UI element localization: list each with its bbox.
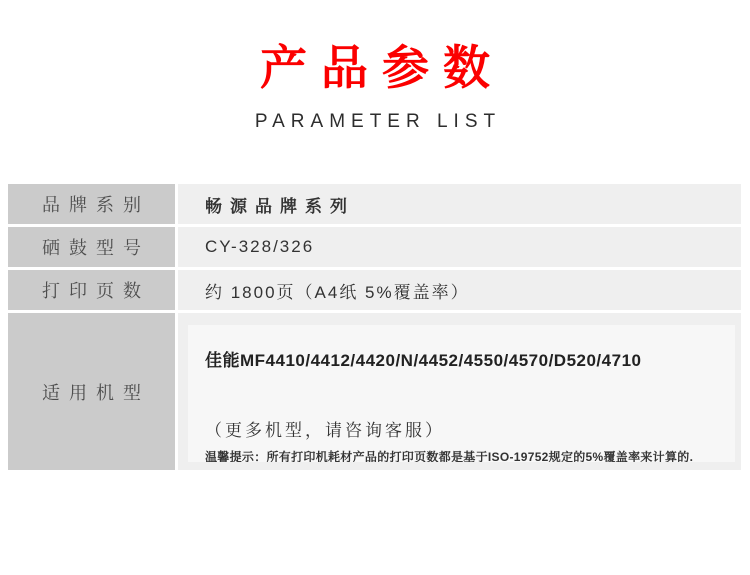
table-row-brand-series: [8, 184, 741, 224]
row-value-brand-series: 畅源品牌系列: [178, 184, 741, 224]
page-subtitle: PARAMETER LIST: [254, 110, 502, 132]
table-row-page-yield: [8, 270, 741, 310]
iso-coverage-note: 温馨提示：所有打印机耗材产品的打印页数都是基于ISO-19752规定的5%覆盖率来计算的.: [205, 450, 694, 462]
row-label-compatible-models: 适用机型: [8, 313, 175, 470]
row-value-cartridge-model: CY-328/326: [178, 227, 741, 267]
table-row-compatible-models: [8, 313, 741, 470]
table-row-cartridge-model: [8, 227, 741, 267]
compatible-models-panel: [188, 325, 735, 462]
row-label-page-yield: 打印页数: [8, 270, 175, 310]
parameter-table: [8, 184, 741, 470]
row-label-brand-series: 品牌系别: [8, 184, 175, 224]
compatible-models-list: 佳能MF4410/4412/4420/N/4452/4550/4570/D520/4710: [205, 351, 642, 370]
row-label-cartridge-model: 硒鼓型号: [8, 227, 175, 267]
more-models-hint: （更多机型，请咨询客服）: [205, 421, 445, 440]
header: [0, 0, 750, 133]
row-value-page-yield: 约 1800页（A4纸 5%覆盖率）: [178, 270, 741, 310]
row-value-compatible-models: [178, 313, 741, 470]
page-title: 产品参数: [260, 41, 504, 94]
